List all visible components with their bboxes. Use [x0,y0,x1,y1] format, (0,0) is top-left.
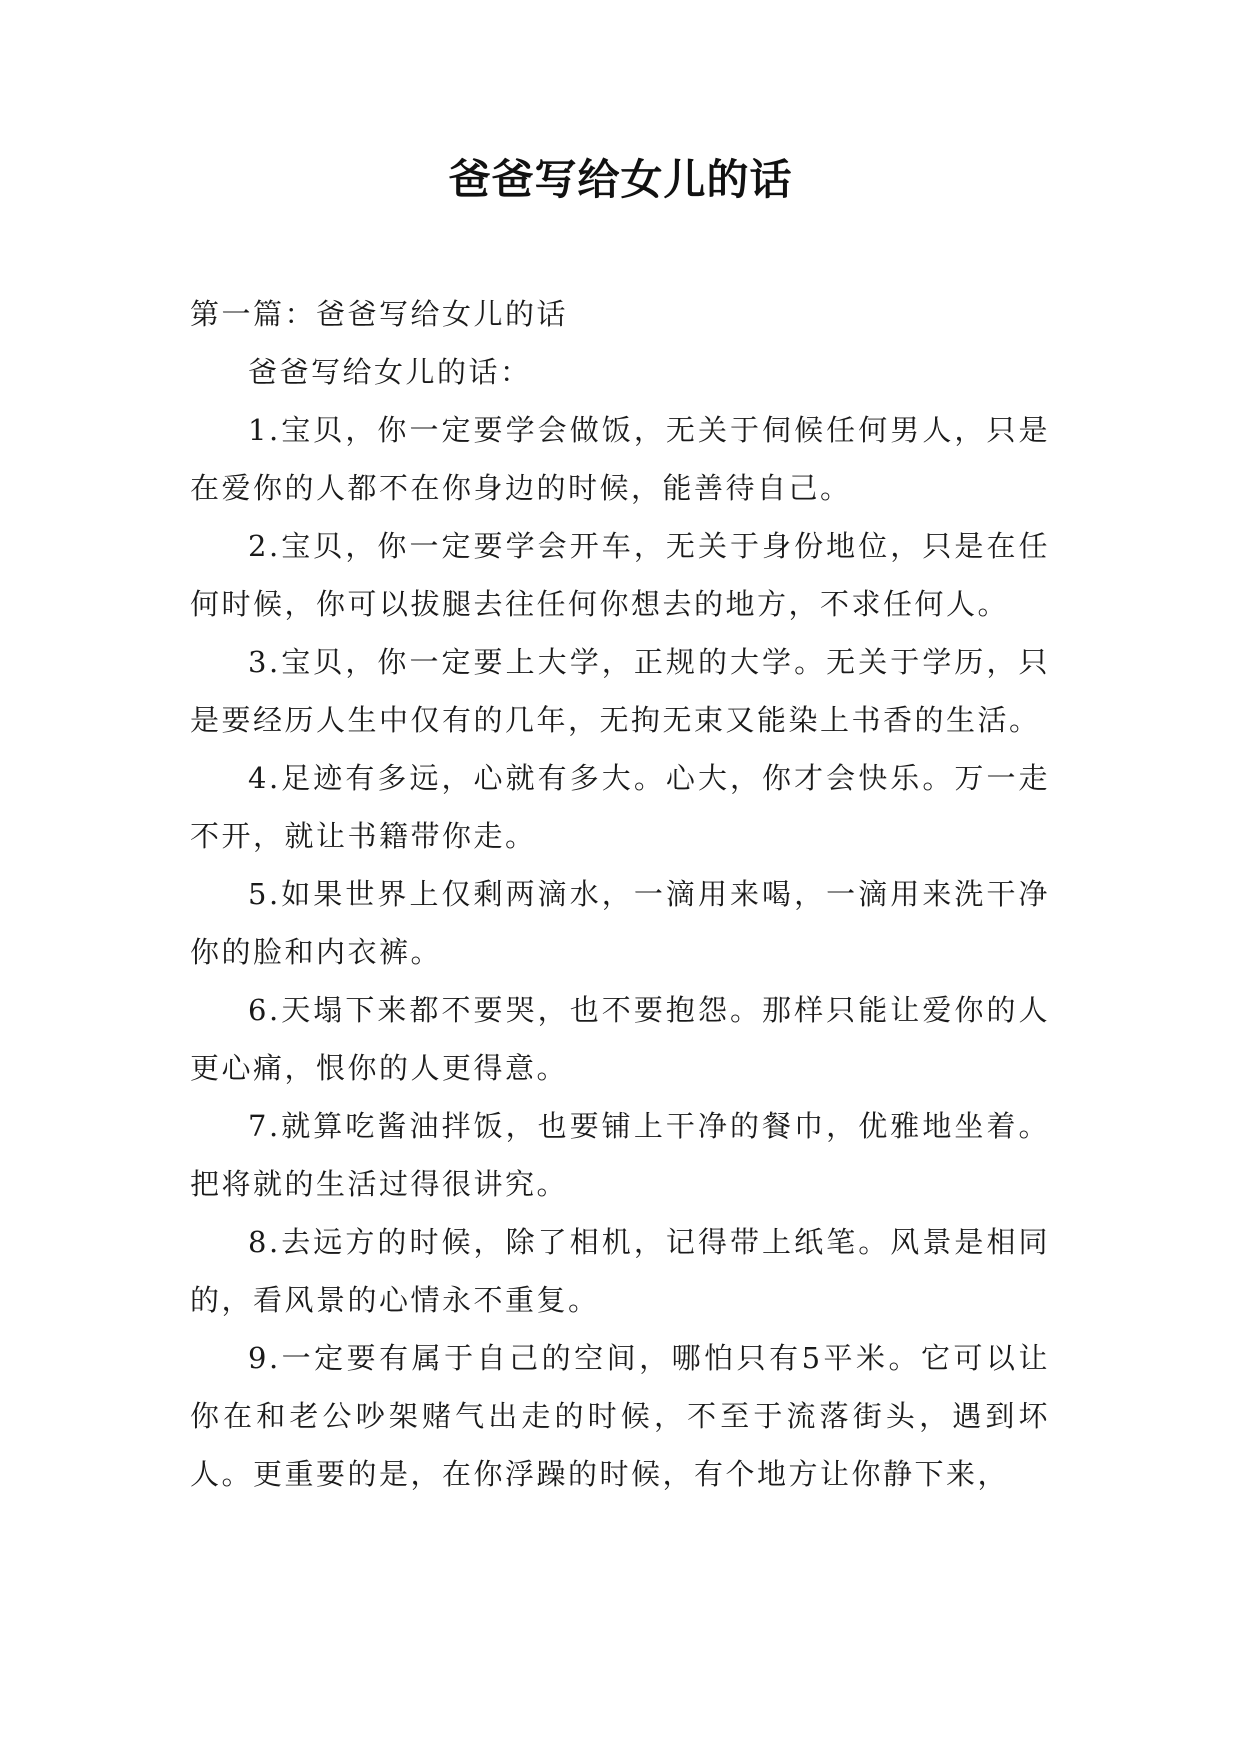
paragraph-2: 2.宝贝，你一定要学会开车，无关于身份地位，只是在任何时候，你可以拔腿去往任何你想去的地方，不求任何人。 [190,529,1050,621]
intro-paragraph: 爸爸写给女儿的话： [248,355,532,389]
paragraph-5: 5.如果世界上仅剩两滴水，一滴用来喝，一滴用来洗干净你的脸和内衣裤。 [190,877,1050,969]
paragraph-8: 8.去远方的时候，除了相机，记得带上纸笔。风景是相同的，看风景的心情永不重复。 [190,1225,1050,1317]
paragraph-4: 4.足迹有多远，心就有多大。心大，你才会快乐。万一走不开，就让书籍带你走。 [190,761,1050,853]
paragraph-9: 9.一定要有属于自己的空间，哪怕只有5平米。它可以让你在和老公吵架赌气出走的时候，不至于流落街头，遇到坏人。更重要的是，在你浮躁的时候，有个地方让你静下来， [190,1341,1050,1491]
section-heading: 第一篇：爸爸写给女儿的话 [190,297,569,331]
paragraph-1: 1.宝贝，你一定要学会做饭，无关于伺候任何男人，只是在爱你的人都不在你身边的时候，能善待自己。 [190,413,1050,505]
document-body [190,285,1050,1503]
paragraph-6: 6.天塌下来都不要哭，也不要抱怨。那样只能让爱你的人更心痛，恨你的人更得意。 [190,993,1050,1085]
paragraph-7: 7.就算吃酱油拌饭，也要铺上干净的餐巾，优雅地坐着。把将就的生活过得很讲究。 [190,1109,1050,1201]
document-title: 爸爸写给女儿的话 [448,155,793,204]
paragraph-3: 3.宝贝，你一定要上大学，正规的大学。无关于学历，只是要经历人生中仅有的几年，无拘无束又能染上书香的生活。 [190,645,1050,737]
